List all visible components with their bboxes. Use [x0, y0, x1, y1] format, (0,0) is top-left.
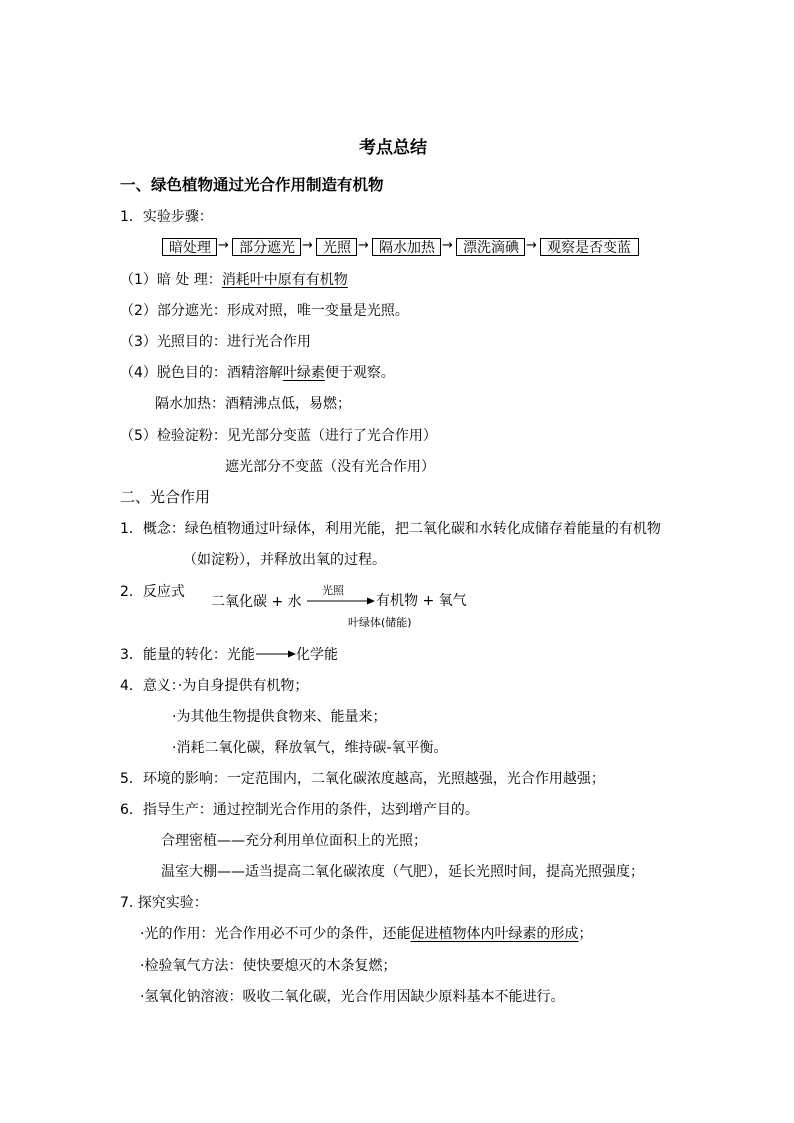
explore-line-2: ·检验氧气方法：使快要熄灭的木条复燃；: [140, 958, 397, 974]
explore-1-prefix: ·光的作用：光合作用必不可少的条件，还能: [140, 926, 411, 942]
reaction-right: 有机物 + 氧气: [376, 593, 467, 609]
flow-step-6: 观察是否变蓝: [540, 238, 639, 256]
step-1-line: [120, 271, 348, 289]
concept-line-1: 1．概念：绿色植物通过叶绿体，利用光能，把二氧化碳和水转化成储存着能量的有机物: [120, 521, 661, 537]
reaction-chloroplast: 叶绿体: [348, 616, 381, 629]
section1-heading: 一、绿色植物通过光合作用制造有机物: [120, 176, 384, 194]
step-4-underlined: 叶绿素: [282, 365, 325, 381]
page-title: 考点总结: [359, 138, 427, 158]
step-4b-line: 隔水加热：酒精沸点低，易燃；: [155, 396, 351, 412]
reaction-condition-top: 光照: [322, 584, 344, 597]
meaning-item-1: ·为自身提供有机物；: [177, 678, 309, 694]
meaning-line-1: [120, 677, 308, 695]
step-4-suffix: 便于观察。: [324, 365, 395, 381]
flow-step-3: 光照: [316, 238, 357, 256]
energy-arrow: [256, 649, 296, 659]
meaning-item-3: ·消耗二氧化碳，释放氧气，维持碳-氧平衡。: [172, 740, 448, 756]
section2-heading: 二、光合作用: [120, 488, 211, 506]
flow-step-4: 隔水加热: [372, 238, 441, 256]
flow-step-1: 暗处理: [162, 238, 217, 256]
step-1-label: （1）暗 处 理：: [120, 272, 222, 288]
step-4-prefix: （4）脱色目的：酒精溶解: [120, 365, 283, 381]
flow-step-5: 漂洗滴碘: [456, 238, 525, 256]
guide-b-line: 温室大棚——适当提高二氧化碳浓度（气肥），延长光照时间，提高光照强度；: [161, 864, 644, 880]
meaning-item-2: ·为其他生物提供食物来、能量来；: [172, 709, 387, 725]
reaction-left: 二氧化碳 + 水: [211, 594, 302, 610]
guide-line: 6．指导生产：通过控制光合作用的条件，达到增产目的。: [120, 802, 479, 818]
concept-line-2: （如淀粉），并释放出氧的过程。: [183, 552, 386, 568]
flow-arrow-3: →: [358, 238, 369, 253]
reaction-condition-bottom: [348, 614, 412, 632]
env-line: 5．环境的影响：一定范围内，二氧化碳浓度越高，光照越强，光合作用越强；: [120, 771, 605, 787]
flow-step-2: 部分遮光: [232, 238, 301, 256]
explore-line-1: [140, 925, 592, 943]
explore-1-underlined: 促进植物体内叶绿素的形成: [410, 926, 579, 942]
reaction-energy: (储能): [381, 616, 412, 629]
reaction-arrow: [307, 596, 375, 606]
reaction-label: 2．反应式: [120, 584, 185, 600]
explore-1-suffix: ；: [578, 926, 593, 942]
explore-label: 7. 探究实验：: [120, 895, 208, 911]
flow-arrow-2: →: [302, 238, 313, 253]
flow-arrow-4: →: [442, 238, 453, 253]
step-1-text: 消耗叶中原有有机物: [221, 272, 348, 288]
guide-a-line: 合理密植——充分利用单位面积上的光照；: [161, 833, 427, 849]
step-3-line: （3）光照目的：进行光合作用: [120, 334, 311, 350]
step-5b-line: 遮光部分不变蓝（没有光合作用）: [225, 459, 435, 475]
step-4-line: [120, 364, 395, 382]
meaning-label: 4．意义：: [120, 678, 178, 694]
step-2-line: （2）部分遮光：形成对照，唯一变量是光照。: [120, 303, 409, 319]
steps-label: 1．实验步骤：: [120, 209, 213, 225]
energy-target: 化学能: [296, 647, 338, 663]
explore-line-3: ·氢氧化钠溶液：吸收二氧化碳，光合作用因缺少原料基本不能进行。: [140, 989, 565, 1005]
flow-arrow-5: →: [526, 238, 537, 253]
step-5-line: （5）检验淀粉：见光部分变蓝（进行了光合作用）: [120, 428, 437, 444]
flow-arrow-1: →: [218, 238, 229, 253]
energy-label: 3．能量的转化：光能: [120, 647, 255, 663]
